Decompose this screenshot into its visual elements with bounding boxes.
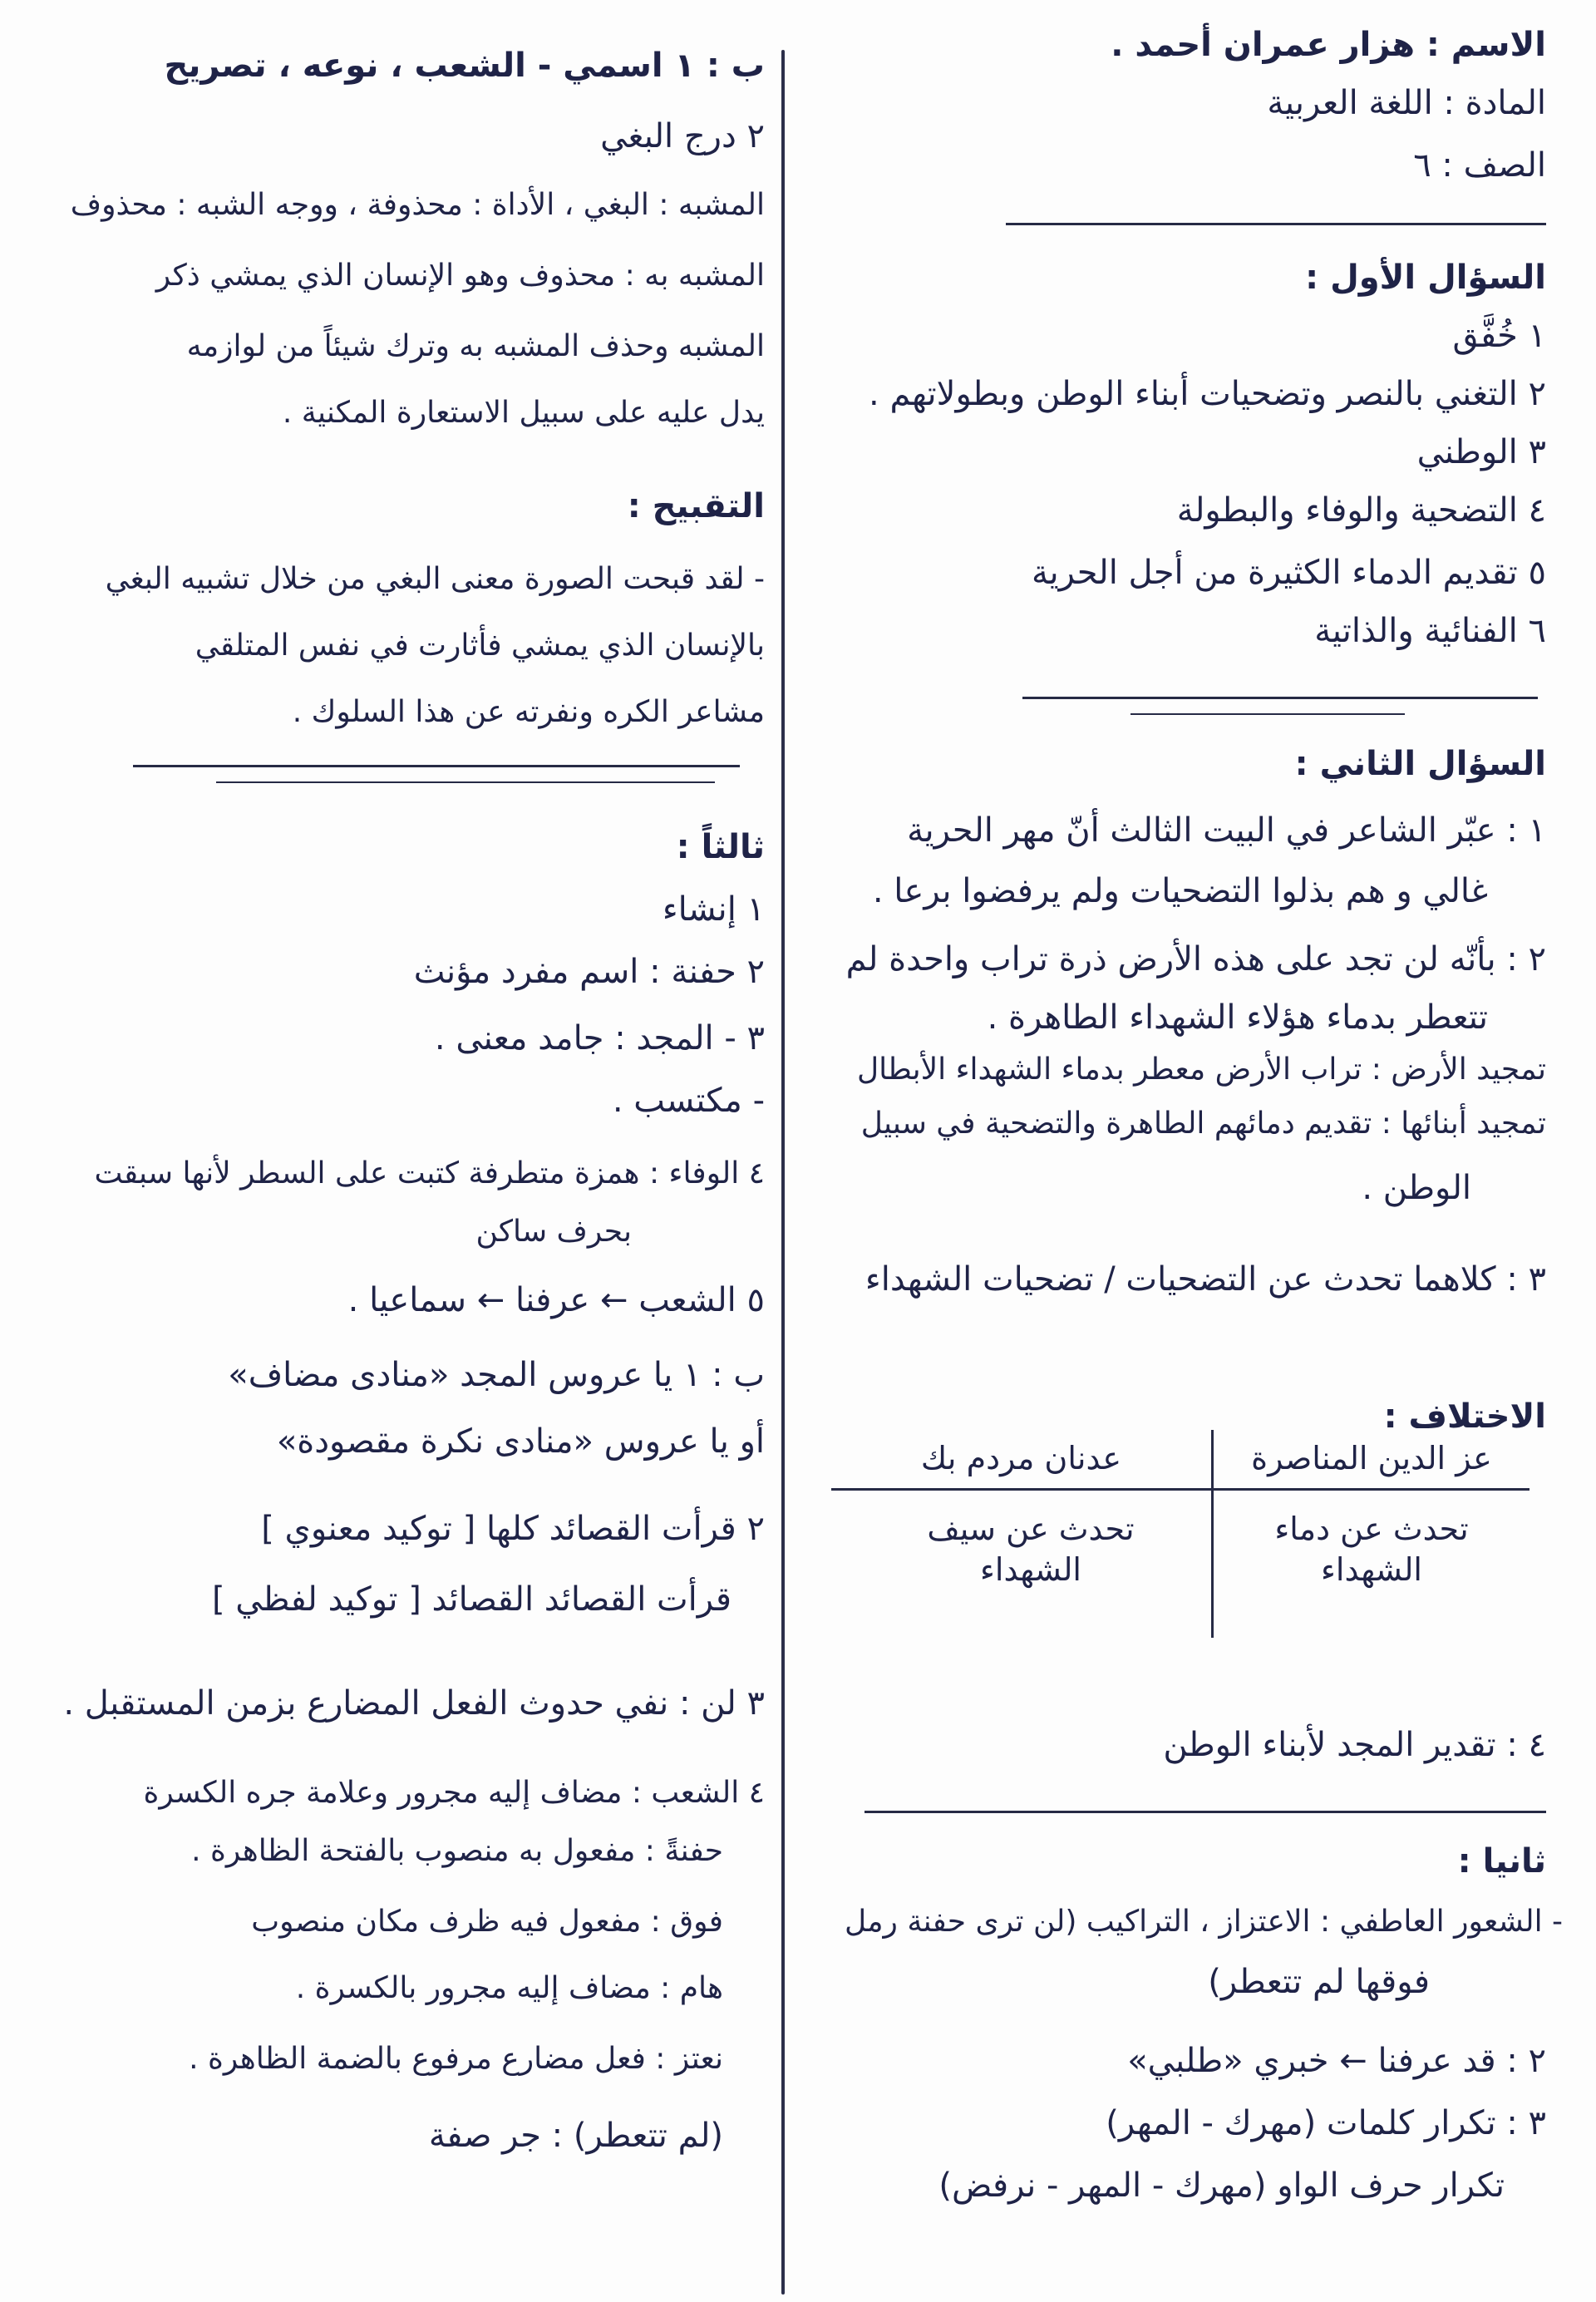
b-line: المشبه وحذف المشبه به وترك شيئاً من لوازمه [186,329,765,363]
left-separator-1 [133,765,740,767]
q1-title: السؤال الأول : [1305,259,1546,297]
b2-line: أو يا عروس «منادى نكرة مقصودة» [276,1422,765,1461]
left-column [0,0,781,2302]
q2-line: ٣ : كلاهما تحدث عن التضحيات / تضحيات الشهداء [864,1260,1546,1299]
b2-title: ب : ١ يا عروس المجد «منادى مضاف» [228,1356,765,1394]
b2-line: ٣ لن : نفي حدوث الفعل المضارع بزمن المستقبل . [63,1684,765,1723]
left-separator-1-short [216,781,715,783]
comparison-table [831,1430,1530,1638]
table-cell-left: تحدث عن سيف الشهداء [927,1511,1135,1589]
student-name: الاسم : هزار عمران أحمد . [1111,26,1546,64]
second-line: فوقها لم تتعطر) [1208,1963,1430,2001]
second-line: ٢ : قد عرفنا ← خبري «طلبي» [1127,2042,1546,2080]
q2-title: السؤال الثاني : [1294,745,1546,783]
b2-line: هام : مضاف إليه مجرور بالكسرة . [295,1971,723,2005]
b2-line: ٢ قرأت القصائد كلها [ توكيد معنوي ] [261,1510,765,1548]
q2-line: ٢ : بأنّه لن تجد على هذه الأرض ذرة تراب واحدة لم [845,940,1546,978]
difference-title: الاختلاف : [1383,1397,1546,1436]
b-line: يدل عليه على سبيل الاستعارة المكنية . [282,396,765,430]
q2-line: غالي و هم بذلوا التضحيات ولم يرفضوا برعا . [872,872,1488,910]
explain-line: بالإنسان الذي يمشي فأثارت في نفس المتلقي [195,628,765,663]
second-title: ثانيا : [1457,1842,1546,1881]
q1-separator [1022,697,1538,699]
table-header-line [831,1488,1530,1491]
third-title: ثالثاً : [676,828,765,866]
table-header-right: عز الدين المناصرة [1251,1440,1492,1476]
second-line: - الشعور العاطفي : الاعتزاز ، التراكيب (لن ترى حفنة رمل [845,1905,1563,1939]
b2-line: ٤ الشعب : مضاف إليه مجرور وعلامة جره الكسرة [143,1776,765,1810]
q1-item: ٦ الفنائية والذاتية [1314,612,1546,650]
q2-line: تتعطر بدماء هؤلاء الشهداء الطاهرة . [987,998,1488,1037]
b2-line: حفنةً : مفعول به منصوب بالفتحة الظاهرة . [191,1834,723,1868]
class-label: الصف : ٦ [1413,146,1546,185]
third-line: ٥ الشعب ← عرفنا ← سماعيا . [347,1281,765,1319]
b2-label: ٢ درج البغي [600,117,765,155]
header-separator [1006,223,1546,225]
b2-line: نعتز : فعل مضارع مرفوع بالضمة الظاهرة . [189,2042,723,2076]
b2-line: قرأت القصائد القصائد [ توكيد لفظي ] [211,1580,732,1619]
q2-line: تمجيد الأرض : تراب الأرض معطر بدماء الشهداء الأبطال [856,1052,1546,1087]
table-header-left: عدنان مردم بك [920,1440,1122,1476]
q1-item: ٥ تقديم الدماء الكثيرة من أجل الحرية [1032,554,1546,592]
b-line: المشبه به : محذوف وهو الإنسان الذي يمشي ذكر [155,259,765,293]
q1-item: ١ خُفَّق [1452,317,1546,355]
subject-name: المادة : اللغة العربية [1267,84,1546,122]
right-column [798,0,1596,2302]
explain-title: التقبيح : [627,487,765,525]
q2-item4: ٤ : تقدير المجد لأبناء الوطن [1163,1726,1546,1764]
third-line: ٤ الوفاء : همزة متطرفة كتبت على السطر لأنها سبقت [94,1156,765,1190]
b2-line: فوق : مفعول فيه ظرف مكان منصوب [251,1905,723,1939]
q1-item: ٤ التضحية والوفاء والبطولة [1176,491,1546,530]
q1-item: ٣ الوطني [1416,433,1546,471]
q1-separator-short [1130,713,1405,715]
column-divider [781,50,785,2295]
third-line: بحرف ساكن [475,1215,632,1249]
second-line: ٣ : تكرار كلمات (مهرك - المهر) [1106,2104,1546,2142]
third-line: ٣ - المجد : جامد معنى . [434,1019,765,1057]
q1-item: ٢ التغني بالنصر وتضحيات أبناء الوطن وبطولاتهم . [869,375,1546,413]
third-line: - مكتسب . [612,1082,765,1120]
second-line: تكرار حرف الواو (مهرك - المهر - نرفض) [938,2166,1505,2205]
q2-line: تمجيد أبنائها : تقديم دمائهم الطاهرة والتضحية في سبيل [860,1107,1546,1141]
explain-line: - لقد قبحت الصورة معنى البغي من خلال تشبيه البغي [105,562,765,596]
q2-separator [864,1811,1546,1813]
third-line: ٢ حفنة : اسم مفرد مؤنث [413,953,765,991]
table-cell-right: تحدث عن دماء الشهداء [1274,1511,1469,1589]
b-title: ب : ١ اسمي - الشعب ، نوعه ، تصريح [164,47,765,85]
q2-line: الوطن . [1362,1169,1471,1207]
q2-line: ١ : عبّر الشاعر في البيت الثالث أنّ مهر الحرية [907,811,1546,850]
third-line: ١ إنشاء [662,890,765,929]
b-line: المشبه : البغي ، الأداة : محذوفة ، ووجه الشبه : محذوف [70,188,765,222]
b2-line: (لم تتعطر) : جر صفة [428,2117,723,2155]
explain-line: مشاعر الكره ونفرته عن هذا السلوك . [292,695,765,729]
